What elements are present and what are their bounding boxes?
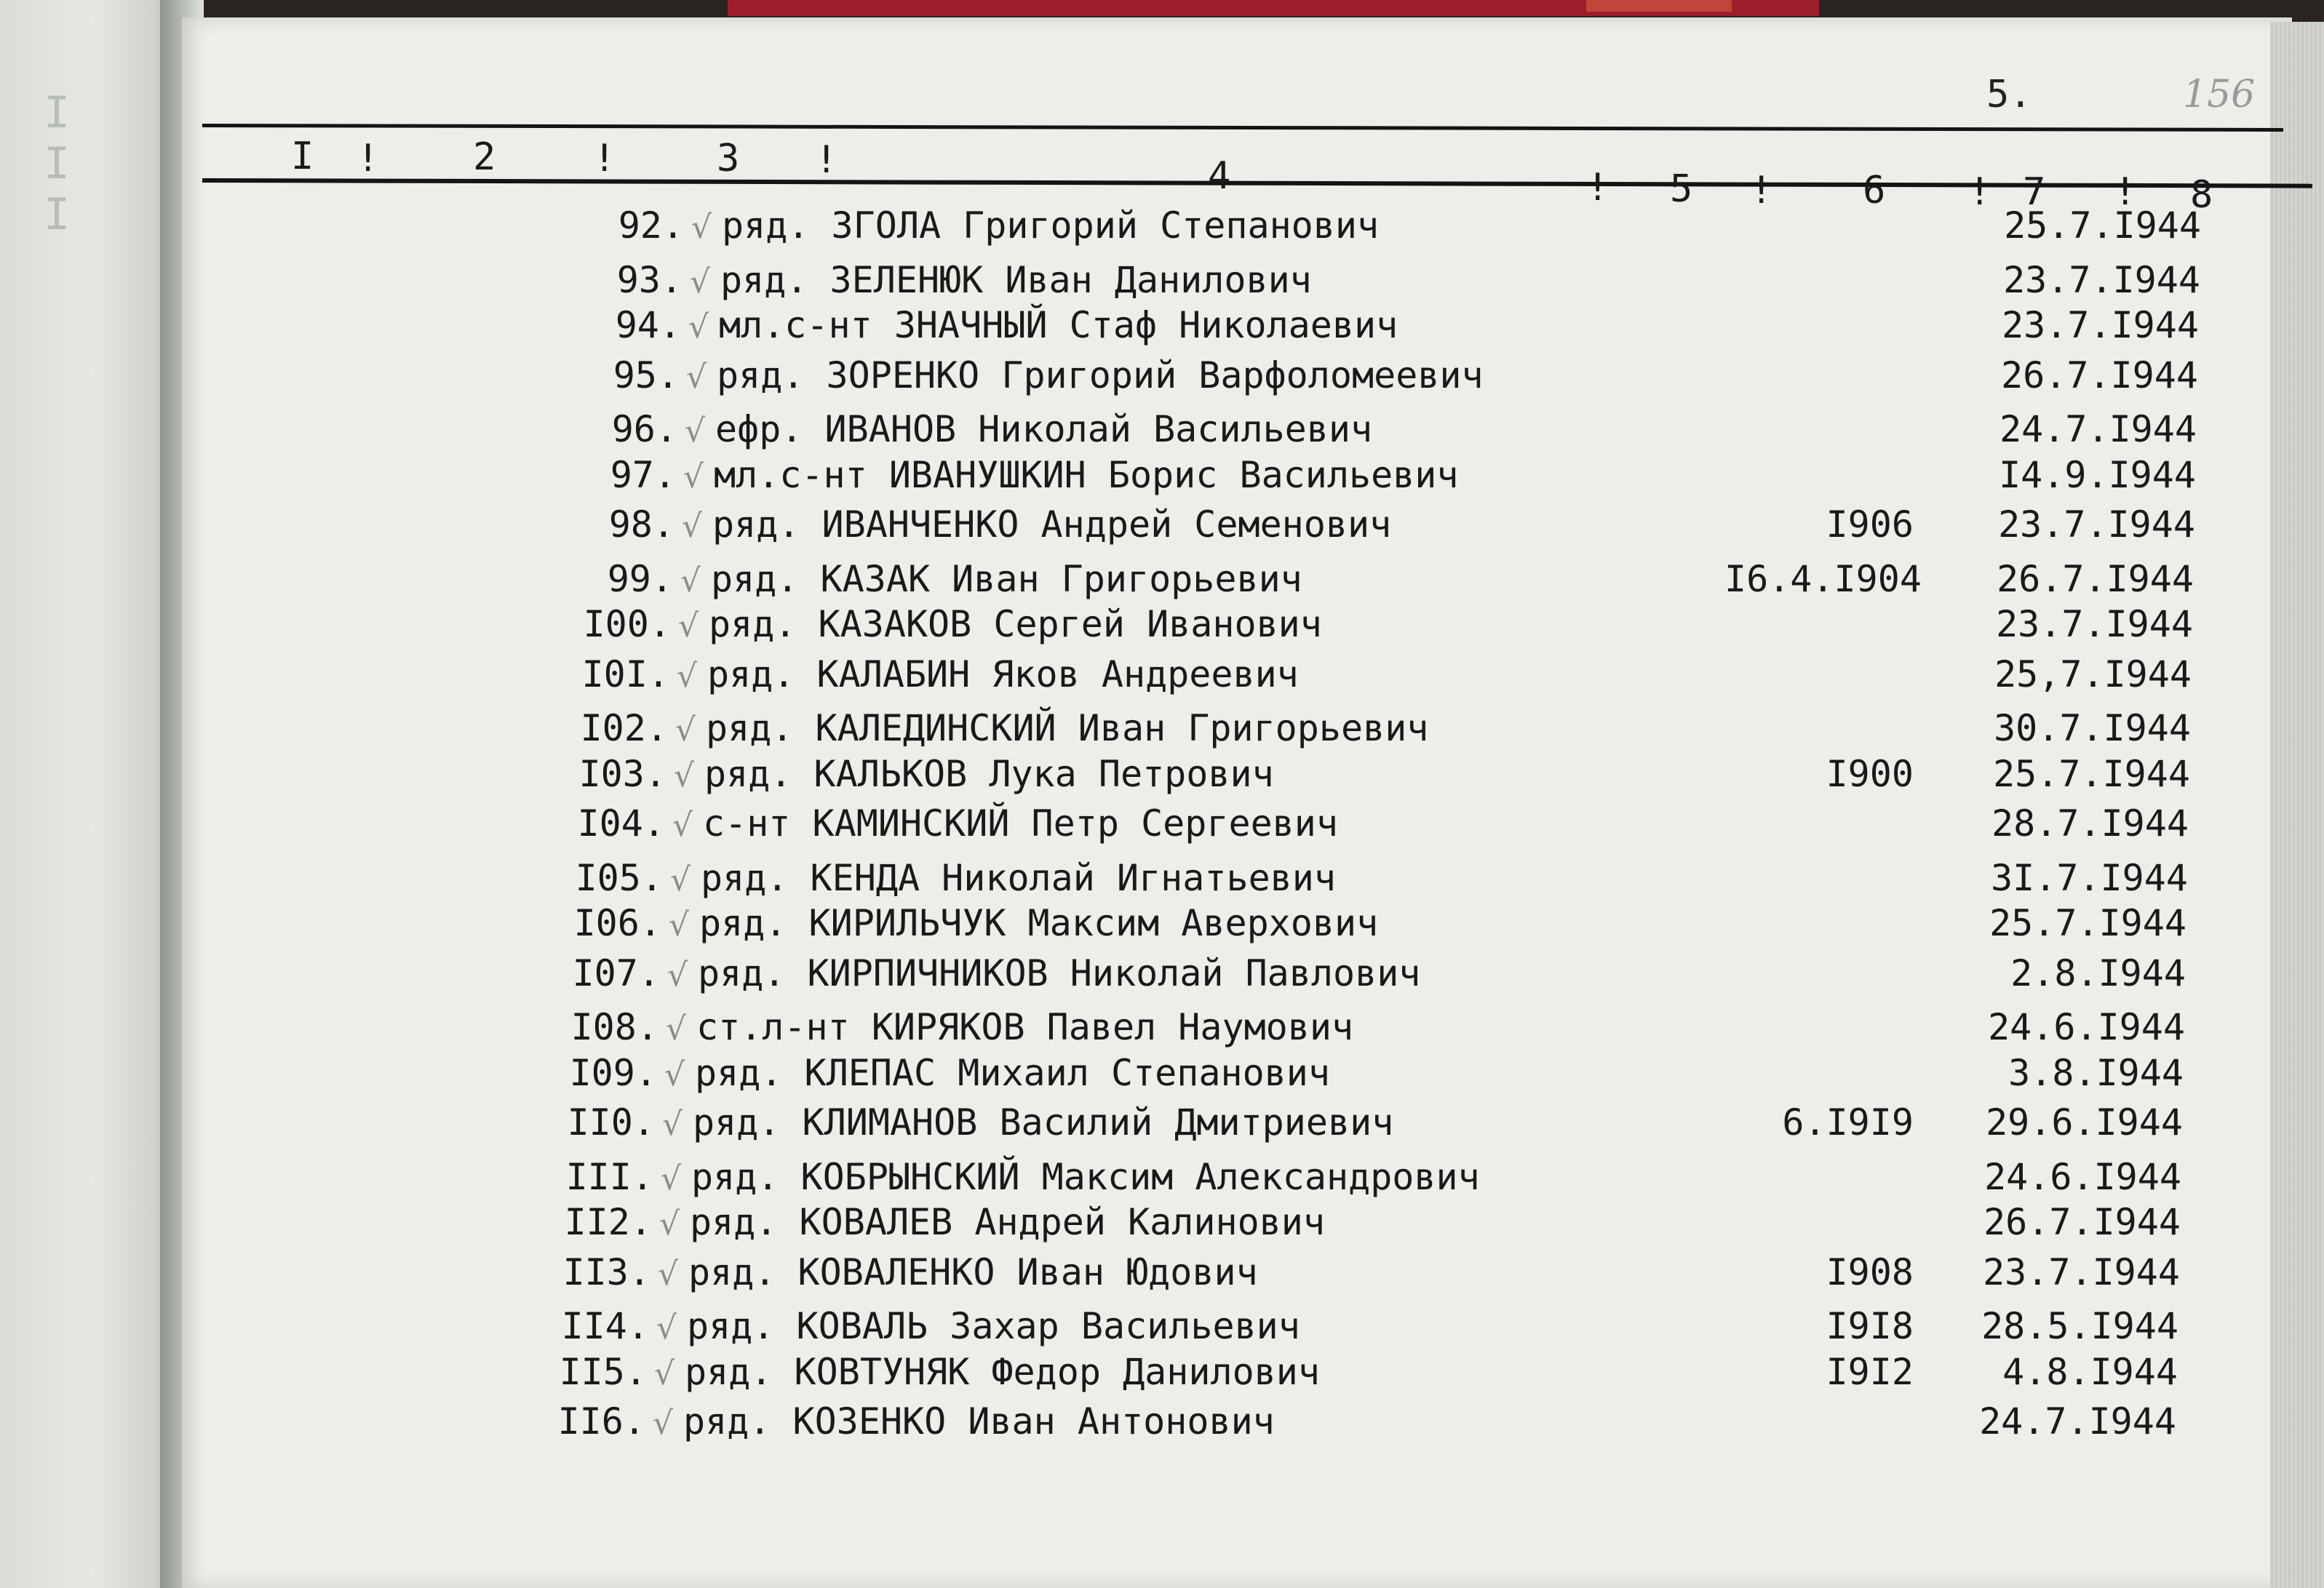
military-rank: ряд. bbox=[691, 1155, 779, 1198]
death-date: 3.8.I944 bbox=[2008, 1051, 2184, 1094]
check-mark-icon: √ bbox=[669, 906, 690, 943]
page-stack-edge bbox=[2270, 22, 2324, 1588]
row-number: 94. bbox=[615, 304, 681, 346]
death-date: 25.7.I944 bbox=[1989, 902, 2186, 944]
person-name: ЗГОЛА Григорий Степанович bbox=[831, 204, 1380, 247]
person-name: КИРПИЧНИКОВ Николай Павлович bbox=[807, 951, 1421, 994]
row-number: III. bbox=[565, 1155, 653, 1198]
left-page bbox=[0, 0, 182, 1588]
death-date: I4.9.I944 bbox=[1999, 453, 2196, 496]
military-rank: ряд. bbox=[712, 503, 800, 546]
row-number: 97. bbox=[610, 453, 676, 496]
column-header-2: 2 bbox=[473, 135, 496, 179]
column-separator: ! bbox=[1750, 169, 1773, 212]
column-header-7: 7 bbox=[2023, 170, 2046, 214]
person-name: КАЛЬКОВ Лука Петрович bbox=[813, 752, 1274, 795]
person-name: КЛЕПАС Михаил Степанович bbox=[804, 1051, 1330, 1094]
check-mark-icon: √ bbox=[680, 562, 701, 599]
person-name: КОБРЫНСКИЙ Максим Александрович bbox=[800, 1155, 1480, 1198]
row-number: I0I. bbox=[581, 653, 669, 695]
check-mark-icon: √ bbox=[688, 308, 709, 346]
check-mark-icon: √ bbox=[683, 458, 704, 495]
military-rank: ряд. bbox=[685, 1350, 773, 1393]
person-name: ИВАНЧЕНКО Андрей Семенович bbox=[821, 503, 1392, 546]
military-rank: ряд. bbox=[717, 354, 805, 396]
death-date: 24.7.I944 bbox=[1979, 1400, 2176, 1443]
person-name: ЗЕЛЕНЮК Иван Данилович bbox=[829, 258, 1312, 301]
military-rank: ряд. bbox=[693, 1101, 781, 1144]
column-header-I: I bbox=[291, 135, 314, 178]
check-mark-icon: √ bbox=[667, 956, 688, 994]
person-name: ЗНАЧНЫЙ Стаф Николаевич bbox=[894, 304, 1398, 346]
check-mark-icon: √ bbox=[658, 1255, 679, 1293]
row-number: I04. bbox=[577, 802, 665, 845]
birth-date: I6.4.I904 bbox=[1724, 557, 1922, 600]
military-rank: мл.с-нт bbox=[719, 304, 872, 346]
column-separator: ! bbox=[815, 138, 838, 182]
column-header-3: 3 bbox=[717, 137, 740, 180]
check-mark-icon: √ bbox=[674, 757, 695, 794]
check-mark-icon: √ bbox=[664, 1056, 685, 1093]
check-mark-icon: √ bbox=[666, 1010, 687, 1048]
military-rank: ряд. bbox=[687, 1305, 775, 1347]
row-number: I07. bbox=[572, 951, 660, 994]
military-rank: ряд. bbox=[709, 603, 797, 645]
death-date: 23.7.I944 bbox=[2002, 304, 2199, 346]
check-mark-icon: √ bbox=[682, 508, 703, 545]
column-separator: ! bbox=[357, 137, 380, 180]
column-header-8: 8 bbox=[2190, 173, 2213, 217]
row-number: 96. bbox=[611, 408, 677, 450]
check-mark-icon: √ bbox=[686, 358, 707, 396]
person-name: КОВАЛЕВ Андрей Калинович bbox=[799, 1201, 1325, 1243]
death-date: 4.8.I944 bbox=[2002, 1350, 2178, 1393]
check-mark-icon: √ bbox=[690, 263, 711, 300]
column-header-5: 5 bbox=[1670, 167, 1693, 211]
death-date: 26.7.I944 bbox=[1997, 557, 2194, 600]
row-number: 93. bbox=[616, 258, 683, 301]
death-date: 3I.7.I944 bbox=[1991, 856, 2188, 899]
row-number: II6. bbox=[557, 1400, 645, 1443]
birth-date: 6.I9I9 bbox=[1782, 1101, 1914, 1144]
death-date: 26.7.I944 bbox=[1983, 1201, 2181, 1243]
person-name: ЗОРЕНКО Григорий Варфоломеевич bbox=[826, 354, 1484, 396]
check-mark-icon: √ bbox=[653, 1405, 674, 1442]
handwritten-archive-number: 156 bbox=[2183, 73, 2256, 116]
person-name: КОЗЕНКО Иван Антонович bbox=[792, 1400, 1275, 1443]
person-name: ИВАНОВ Николай Васильевич bbox=[824, 408, 1373, 450]
row-number: II2. bbox=[564, 1201, 652, 1243]
military-rank: ряд. bbox=[707, 653, 795, 695]
check-mark-icon: √ bbox=[685, 412, 706, 450]
person-name: КОВТУНЯК Федор Данилович bbox=[794, 1350, 1320, 1393]
person-name: КАЛЕДИНСКИЙ Иван Григорьевич bbox=[815, 707, 1429, 749]
row-number: 98. bbox=[608, 503, 674, 546]
military-rank: ряд. bbox=[698, 951, 786, 994]
row-number: I00. bbox=[583, 603, 671, 645]
person-name: КИРИЛЬЧУК Максим Аверхович bbox=[808, 902, 1379, 944]
birth-date: I900 bbox=[1826, 752, 1914, 795]
birth-date: I9I2 bbox=[1826, 1350, 1914, 1393]
military-rank: ряд. bbox=[688, 1250, 776, 1293]
military-rank: ефр. bbox=[715, 408, 803, 450]
military-rank: ряд. bbox=[704, 752, 792, 795]
death-date: 29.6.I944 bbox=[1986, 1101, 2183, 1144]
death-date: 28.7.I944 bbox=[1991, 802, 2189, 845]
death-date: 23.7.I944 bbox=[1998, 503, 2195, 546]
row-number: I08. bbox=[570, 1006, 658, 1048]
check-mark-icon: √ bbox=[677, 657, 698, 695]
death-date: 26.7.I944 bbox=[2001, 354, 2198, 396]
person-name: КЛИМАНОВ Василий Дмитриевич bbox=[802, 1101, 1394, 1144]
row-number: I02. bbox=[580, 707, 668, 749]
check-mark-icon: √ bbox=[670, 861, 691, 898]
check-mark-icon: √ bbox=[661, 1160, 682, 1197]
military-rank: ряд. bbox=[711, 557, 799, 600]
column-header-6: 6 bbox=[1863, 169, 1886, 212]
column-header-4: 4 bbox=[1208, 154, 1231, 198]
person-name: КАЗАК Иван Григорьевич bbox=[820, 557, 1302, 600]
column-separator: ! bbox=[1968, 170, 1991, 214]
row-number: 95. bbox=[613, 354, 679, 396]
row-number: 99. bbox=[607, 557, 673, 600]
birth-date: I9I8 bbox=[1826, 1305, 1914, 1347]
person-name: КАЛАБИН Яков Андреевич bbox=[816, 653, 1299, 695]
check-mark-icon: √ bbox=[662, 1106, 683, 1143]
person-name: КАЗАКОВ Сергей Иванович bbox=[818, 603, 1322, 645]
military-rank: ряд. bbox=[722, 204, 810, 247]
military-rank: ряд. bbox=[695, 1051, 783, 1094]
person-name: КИРЯКОВ Павел Наумович bbox=[871, 1006, 1354, 1048]
row-number: I03. bbox=[578, 752, 666, 795]
death-date: 24.6.I944 bbox=[1984, 1155, 2181, 1198]
check-mark-icon: √ bbox=[654, 1354, 675, 1392]
military-rank: ряд. bbox=[701, 856, 789, 899]
check-mark-icon: √ bbox=[672, 807, 693, 844]
birth-date: I906 bbox=[1826, 503, 1914, 546]
row-number: II5. bbox=[559, 1350, 647, 1393]
row-number: I06. bbox=[573, 902, 661, 944]
check-mark-icon: √ bbox=[691, 209, 712, 246]
death-date: 23.7.I944 bbox=[2003, 258, 2200, 301]
death-date: 24.7.I944 bbox=[1999, 408, 2197, 450]
column-separator: ! bbox=[2114, 170, 2137, 214]
check-mark-icon: √ bbox=[656, 1309, 677, 1346]
military-rank: ряд. bbox=[690, 1201, 778, 1243]
red-cover-strip-light bbox=[1586, 0, 1732, 12]
military-rank: с-нт bbox=[703, 802, 791, 845]
military-rank: ряд. bbox=[720, 258, 808, 301]
death-date: 23.7.I944 bbox=[1996, 603, 2193, 645]
military-rank: мл.с-нт bbox=[714, 453, 867, 496]
row-number: II3. bbox=[562, 1250, 650, 1293]
person-name: КОВАЛЕНКО Иван Юдович bbox=[797, 1250, 1258, 1293]
death-date: 25.7.I944 bbox=[1993, 752, 2190, 795]
birth-date: I908 bbox=[1826, 1250, 1914, 1293]
military-rank: ряд. bbox=[683, 1400, 771, 1443]
death-date: 23.7.I944 bbox=[1983, 1250, 2180, 1293]
person-name: КОВАЛЬ Захар Васильевич bbox=[796, 1305, 1300, 1347]
row-number: II0. bbox=[567, 1101, 655, 1144]
row-number: II4. bbox=[561, 1305, 649, 1347]
person-name: КАМИНСКИЙ Петр Сергеевич bbox=[812, 802, 1338, 845]
death-date: 30.7.I944 bbox=[1994, 707, 2191, 749]
military-rank: ряд. bbox=[699, 902, 787, 944]
death-date: 24.6.I944 bbox=[1988, 1006, 2185, 1048]
check-mark-icon: √ bbox=[675, 711, 696, 749]
death-date: 25,7.I944 bbox=[1994, 653, 2192, 695]
military-rank: ст.л-нт bbox=[696, 1006, 850, 1048]
column-separator: ! bbox=[593, 137, 616, 180]
left-page-bleed-marks: I I I bbox=[44, 87, 100, 240]
person-name: ИВАНУШКИН Борис Васильевич bbox=[888, 453, 1459, 496]
military-rank: ряд. bbox=[706, 707, 794, 749]
death-date: 25.7.I944 bbox=[2004, 204, 2201, 247]
person-name: КЕНДА Николай Игнатьевич bbox=[810, 856, 1336, 899]
row-number: 92. bbox=[618, 204, 684, 247]
death-date: 28.5.I944 bbox=[1981, 1305, 2178, 1347]
row-number: I09. bbox=[569, 1051, 657, 1094]
column-separator: ! bbox=[1586, 166, 1609, 210]
death-date: 2.8.I944 bbox=[2010, 951, 2186, 994]
check-mark-icon: √ bbox=[659, 1205, 680, 1242]
row-number: I05. bbox=[575, 856, 663, 899]
page-number: 5. bbox=[1986, 73, 2032, 116]
check-mark-icon: √ bbox=[678, 607, 699, 645]
